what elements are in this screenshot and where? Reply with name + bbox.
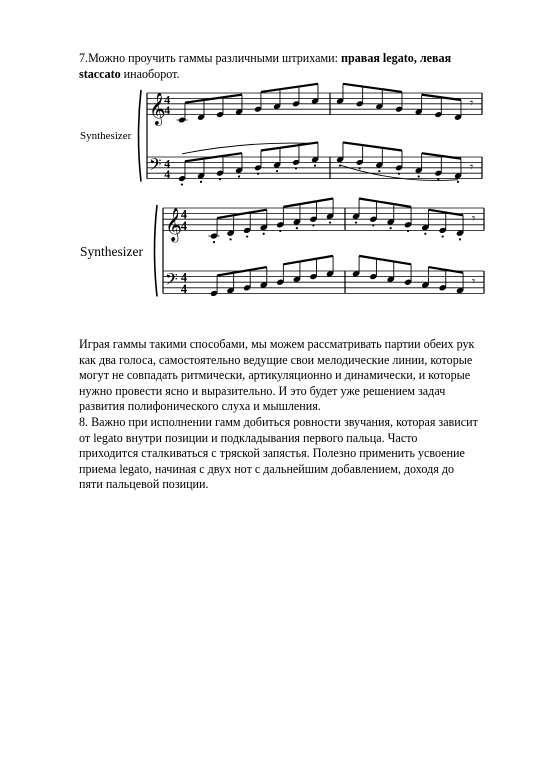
time-signature-bottom: 4	[164, 103, 171, 118]
staccato-dot	[442, 235, 444, 237]
staccato-dot	[372, 224, 374, 226]
staccato-dot	[295, 167, 297, 169]
staccato-dot	[424, 233, 426, 235]
staccato-dot	[257, 173, 259, 175]
eighth-rest: 𝄾	[470, 96, 474, 111]
time-signature-bottom: 4	[164, 167, 171, 182]
beam	[283, 256, 333, 264]
bass-clef: 𝄢	[149, 155, 162, 179]
staccato-dot	[213, 241, 215, 243]
score2-instrument-label: Synthesizer	[80, 244, 143, 259]
staccato-dot	[459, 238, 461, 240]
staccato-dot	[407, 230, 409, 232]
staccato-dot	[437, 178, 439, 180]
paragraph-polyphony: Играя гаммы такими способами, мы можем рассматривать партии обеих рук как два голоса, самостоятельно ведущие свои мелодические линии, которые могут не совпадать ритмически, артикуляционно и динамически, и которые нужно провести ясно и выразительно. И это будет уже решением задач развития полифонического слуха и мышления.	[79, 337, 475, 414]
staccato-dot	[200, 181, 202, 183]
staccato-dot	[219, 178, 221, 180]
beam	[261, 84, 318, 92]
time-signature-bottom: 4	[180, 281, 188, 296]
staccato-dot	[314, 165, 316, 167]
score1-instrument-label: Synthesizer	[80, 130, 132, 142]
staccato-dot	[355, 221, 357, 223]
staccato-dot	[398, 173, 400, 175]
staccato-dot	[457, 181, 459, 183]
time-signature-top: 4	[180, 270, 188, 285]
staccato-dot	[329, 221, 331, 223]
eighth-rest: 𝄾	[472, 211, 476, 226]
body-text	[79, 337, 479, 493]
staccato-dot	[279, 230, 281, 232]
beam	[283, 198, 333, 206]
staccato-dot	[359, 167, 361, 169]
staccato-dot	[296, 227, 298, 229]
time-signature-bottom: 4	[180, 218, 188, 233]
staccato-dot	[312, 224, 314, 226]
system-brace	[155, 205, 158, 296]
staccato-dot	[263, 233, 265, 235]
time-signature-top: 4	[164, 92, 171, 107]
paragraph-evenness: 8. Важно при исполнении гамм добиться ровности звучания, которая зависит от legato внутри позиции и подкладывания первого пальца. Часто приходится сталкиваться с тряской запястья. Полезно применить усвоение приема legato, начиная с двух нот с дальнейшим добавлением, доходя до пяти пальцевой позиции.	[79, 414, 478, 492]
intro-bold: правая legato, левая staccato	[79, 51, 452, 81]
beam	[343, 142, 402, 150]
score-2	[155, 198, 485, 296]
bass-clef: 𝄢	[165, 268, 178, 293]
staccato-dot	[378, 170, 380, 172]
time-signature-top: 4	[180, 207, 188, 222]
staccato-dot	[181, 183, 183, 185]
staccato-dot	[229, 238, 231, 240]
eighth-rest: 𝄾	[472, 274, 476, 289]
beam	[359, 256, 411, 264]
staccato-dot	[246, 235, 248, 237]
intro-tail: инаоборот.	[120, 66, 180, 81]
score-1	[139, 84, 483, 186]
eighth-rest: 𝄾	[470, 160, 474, 175]
treble-clef: 𝄞	[165, 206, 183, 241]
beam	[343, 84, 402, 92]
intro-lead: 7.Можно проучить гаммы различными штрихами:	[79, 51, 342, 65]
staccato-dot	[238, 175, 240, 177]
beam	[359, 198, 411, 206]
staccato-dot	[418, 175, 420, 177]
staccato-dot	[390, 227, 392, 229]
system-brace	[139, 90, 142, 182]
staccato-dot	[276, 170, 278, 172]
treble-clef: 𝄞	[149, 91, 166, 125]
time-signature-top: 4	[164, 156, 171, 171]
